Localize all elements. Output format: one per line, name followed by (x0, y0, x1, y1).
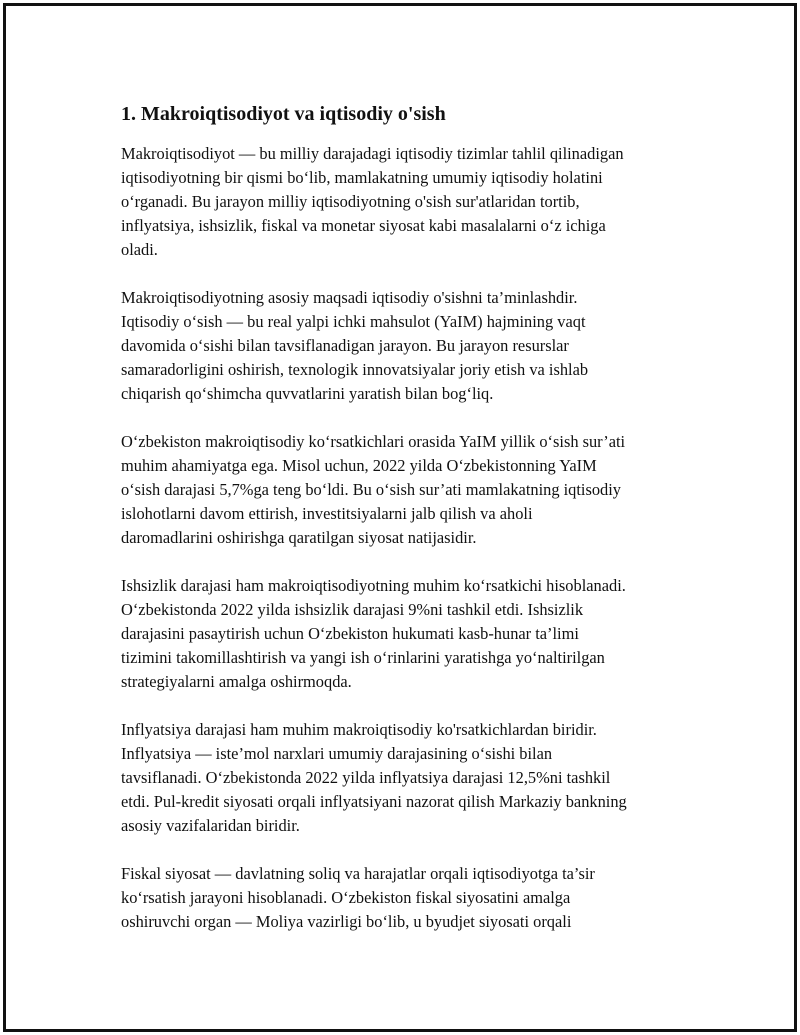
text-line: ko‘rsatish jarayoni hisoblanadi. O‘zbekiston fiskal siyosatini amalga (121, 888, 571, 907)
text-line: o‘rganadi. Bu jarayon milliy iqtisodiyotning o'sish sur'atlaridan tortib, (121, 192, 580, 211)
text-line: islohotlarni davom ettirish, investitsiyalarni jalb qilish va aholi (121, 504, 533, 523)
text-line: Makroiqtisodiyot — bu milliy darajadagi iqtisodiy tizimlar tahlil qilinadigan (121, 144, 624, 163)
text-line: oshiruvchi organ — Moliya vazirligi bo‘lib, u byudjet siyosati orqali (121, 912, 572, 931)
text-line: tizimini takomillashtirish va yangi ish o‘rinlarini yaratishga yo‘naltirilgan (121, 648, 605, 667)
text-line: samaradorligini oshirish, texnologik innovatsiyalar joriy etish va ishlab (121, 360, 589, 379)
paragraph-economic-growth (121, 286, 701, 406)
text-line: Iqtisodiy o‘sish — bu real yalpi ichki mahsulot (YaIM) hajmining vaqt (121, 312, 586, 331)
section-heading: 1. Makroiqtisodiyot va iqtisodiy o'sish (121, 103, 446, 125)
text-line: o‘sish darajasi 5,7%ga teng bo‘ldi. Bu o‘sish sur’ati mamlakatning iqtisodiy (121, 480, 621, 499)
text-line: O‘zbekiston makroiqtisodiy ko‘rsatkichlari orasida YaIM yillik o‘sish sur’ati (121, 432, 626, 451)
text-line: chiqarish qo‘shimcha quvvatlarini yaratish bilan bog‘liq. (121, 384, 494, 403)
text-line: davomida o‘sishi bilan tavsiflanadigan jarayon. Bu jarayon resurslar (121, 336, 569, 355)
text-line: daromadlarini oshirishga qaratilgan siyosat natijasidir. (121, 528, 477, 547)
text-line: muhim ahamiyatga ega. Misol uchun, 2022 yilda O‘zbekistonning YaIM (121, 456, 597, 475)
text-line: inflyatsiya, ishsizlik, fiskal va monetar siyosat kabi masalalarni o‘z ichiga (121, 216, 606, 235)
text-line: strategiyalarni amalga oshirmoqda. (121, 672, 352, 691)
text-line: darajasini pasaytirish uchun O‘zbekiston hukumati kasb-hunar ta’limi (121, 624, 579, 643)
text-line: oladi. (121, 240, 158, 259)
text-line: tavsiflanadi. O‘zbekistonda 2022 yilda inflyatsiya darajasi 12,5%ni tashkil (121, 768, 611, 787)
text-line: Inflyatsiya — iste’mol narxlari umumiy darajasining o‘sishi bilan (121, 744, 553, 763)
text-line: Makroiqtisodiyotning asosiy maqsadi iqtisodiy o'sishni ta’minlashdir. (121, 288, 578, 307)
paragraph-gdp-growth (121, 430, 701, 550)
document-body (121, 102, 701, 958)
paragraph-unemployment (121, 574, 701, 694)
text-line: asosiy vazifalaridan biridir. (121, 816, 300, 835)
text-line: O‘zbekistonda 2022 yilda ishsizlik darajasi 9%ni tashkil etdi. Ishsizlik (121, 600, 584, 619)
paragraph-definition (121, 142, 701, 262)
page-frame (3, 3, 797, 1032)
text-line: etdi. Pul-kredit siyosati orqali inflyatsiyani nazorat qilish Markaziy bankning (121, 792, 627, 811)
text-line: iqtisodiyotning bir qismi bo‘lib, mamlakatning umumiy iqtisodiy holatini (121, 168, 603, 187)
text-line: Inflyatsiya darajasi ham muhim makroiqtisodiy ko'rsatkichlardan biridir. (121, 720, 597, 739)
paragraph-inflation (121, 718, 701, 838)
paragraph-fiscal-policy (121, 862, 701, 934)
text-line: Fiskal siyosat — davlatning soliq va harajatlar orqali iqtisodiyotga ta’sir (121, 864, 595, 883)
text-line: Ishsizlik darajasi ham makroiqtisodiyotning muhim ko‘rsatkichi hisoblanadi. (121, 576, 626, 595)
